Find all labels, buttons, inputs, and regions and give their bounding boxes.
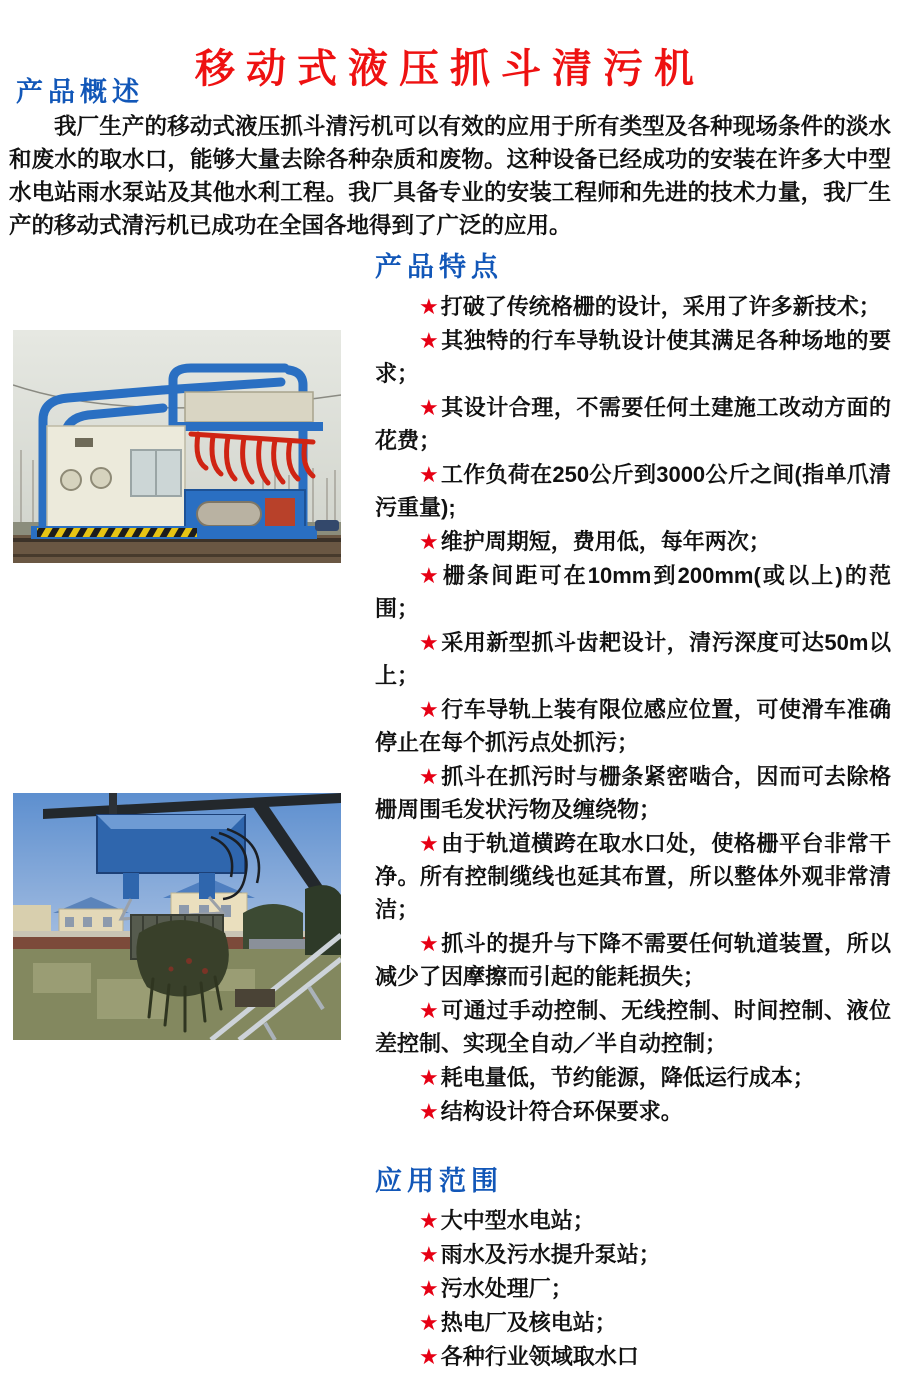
star-bullet-icon: ★: [419, 395, 440, 420]
star-bullet-icon: ★: [419, 563, 441, 588]
feature-item: [375, 525, 891, 558]
star-bullet-icon: ★: [419, 697, 440, 722]
star-bullet-icon: ★: [419, 1242, 439, 1267]
feature-text: 抓斗的提升与下降不需要任何轨道装置，所以减少了因摩擦而引起的能耗损失；: [375, 931, 891, 989]
feature-item: [375, 559, 891, 625]
feature-text: 抓斗在抓污时与栅条紧密啮合，因而可去除格栅周围毛发状污物及缠绕物；: [375, 764, 891, 822]
grab-working-photo-illustration: [13, 793, 341, 1040]
application-item: [375, 1204, 891, 1237]
feature-text: 采用新型抓斗齿耙设计，清污深度可达50m以上；: [375, 630, 891, 688]
feature-item: [375, 760, 891, 826]
application-text: 各种行业领域取水口: [440, 1344, 639, 1369]
feature-item: [375, 324, 891, 390]
star-bullet-icon: ★: [419, 630, 440, 655]
application-item: [375, 1306, 891, 1339]
star-bullet-icon: ★: [419, 1065, 439, 1090]
feature-text: 其设计合理，不需要任何土建施工改动方面的花费；: [375, 395, 891, 453]
feature-item: [375, 1095, 891, 1128]
application-item: [375, 1238, 891, 1271]
feature-item: [375, 1061, 891, 1094]
machine-photo: [13, 330, 341, 563]
star-bullet-icon: ★: [419, 1099, 439, 1124]
star-bullet-icon: ★: [419, 1344, 439, 1369]
feature-item: [375, 927, 891, 993]
feature-item: [375, 391, 891, 457]
feature-text: 维护周期短，费用低，每年两次；: [440, 529, 771, 554]
application-text: 大中型水电站；: [440, 1208, 595, 1233]
feature-item: [375, 458, 891, 524]
feature-item: [375, 626, 891, 692]
feature-text: 行车导轨上装有限位感应位置，可使滑车准确停止在每个抓污点处抓污；: [375, 697, 891, 755]
overview-heading: 产品概述: [16, 77, 144, 107]
feature-text: 其独特的行车导轨设计使其满足各种场地的要求；: [375, 328, 891, 386]
feature-text: 打破了传统格栅的设计，采用了许多新技术；: [440, 294, 881, 319]
star-bullet-icon: ★: [419, 1310, 439, 1335]
star-bullet-icon: ★: [419, 462, 440, 487]
feature-text: 可通过手动控制、无线控制、时间控制、液位差控制、实现全自动／半自动控制；: [375, 998, 891, 1056]
applications-list: [375, 1204, 891, 1373]
feature-text: 栅条间距可在10mm到200mm(或以上)的范围；: [375, 563, 891, 621]
application-item: [375, 1340, 891, 1373]
star-bullet-icon: ★: [419, 998, 440, 1023]
features-list: [375, 290, 891, 1128]
right-column: [375, 245, 891, 1374]
applications-heading: 应用范围: [375, 1166, 503, 1196]
application-text: 雨水及污水提升泵站；: [440, 1242, 661, 1267]
application-item: [375, 1272, 891, 1305]
machine-photo-illustration: [13, 330, 341, 563]
star-bullet-icon: ★: [419, 764, 440, 789]
feature-text: 由于轨道横跨在取水口处，使格栅平台非常干净。所有控制缆线也延其布置，所以整体外观非常清洁；: [375, 831, 891, 922]
star-bullet-icon: ★: [419, 831, 440, 856]
overview-paragraph: 我厂生产的移动式液压抓斗清污机可以有效的应用于所有类型及各种现场条件的淡水和废水的取水口，能够大量去除各种杂质和废物。这种设备已经成功的安装在许多大中型水电站雨水泵站及其他水利工程。我厂具备专业的安装工程师和先进的技术力量，我厂生产的移动式清污机已成功在全国各地得到了广泛的应用。: [9, 114, 891, 238]
feature-text: 工作负荷在250公斤到3000公斤之间(指单爪清污重量);: [375, 462, 891, 520]
grab-working-photo: [13, 793, 341, 1040]
star-bullet-icon: ★: [419, 529, 439, 554]
feature-item: [375, 693, 891, 759]
feature-text: 耗电量低，节约能源，降低运行成本；: [440, 1065, 815, 1090]
feature-text: 结构设计符合环保要求。: [440, 1099, 683, 1124]
star-bullet-icon: ★: [419, 328, 440, 353]
application-text: 污水处理厂；: [440, 1276, 573, 1301]
star-bullet-icon: ★: [419, 931, 440, 956]
features-heading: 产品特点: [375, 252, 503, 282]
application-text: 热电厂及核电站；: [440, 1310, 617, 1335]
feature-item: [375, 994, 891, 1060]
page-title: 移动式液压抓斗清污机: [195, 46, 705, 91]
feature-item: [375, 290, 891, 323]
star-bullet-icon: ★: [419, 294, 439, 319]
feature-item: [375, 827, 891, 926]
star-bullet-icon: ★: [419, 1208, 439, 1233]
star-bullet-icon: ★: [419, 1276, 439, 1301]
